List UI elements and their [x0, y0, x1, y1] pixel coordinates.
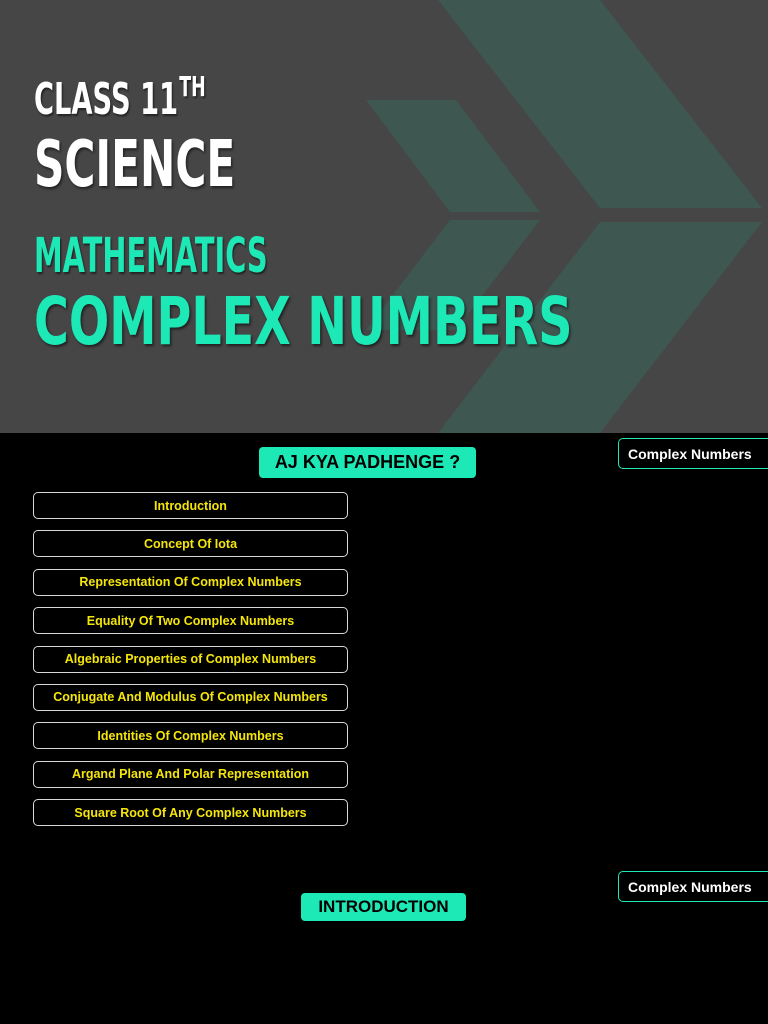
topic-item: Algebraic Properties of Complex Numbers [33, 646, 348, 673]
class-suffix: TH [179, 70, 206, 103]
section-chapter-tag: Complex Numbers [618, 871, 768, 902]
chapter-tag: Complex Numbers [618, 438, 768, 469]
topic-item: Identities Of Complex Numbers [33, 722, 348, 749]
small-chevron-upper [366, 100, 540, 212]
subject-title: MATHEMATICS [34, 228, 268, 284]
agenda-heading: AJ KYA PADHENGE ? [259, 447, 476, 478]
topic-item: Equality Of Two Complex Numbers [33, 607, 348, 634]
topic-item: Square Root Of Any Complex Numbers [33, 799, 348, 826]
agenda-slide [0, 433, 768, 1024]
stream-title: SCIENCE [34, 128, 236, 202]
topic-item: Argand Plane And Polar Representation [33, 761, 348, 788]
topic-item: Conjugate And Modulus Of Complex Numbers [33, 684, 348, 711]
cover-slide [0, 0, 768, 433]
topic-list [33, 492, 348, 838]
chevron-arrow-graphic [0, 0, 768, 433]
topic-item: Introduction [33, 492, 348, 519]
class-title: CLASS 11TH [34, 70, 206, 125]
chapter-title: COMPLEX NUMBERS [34, 283, 573, 360]
topic-item: Concept Of Iota [33, 530, 348, 557]
section-heading: INTRODUCTION [301, 893, 466, 921]
topic-item: Representation Of Complex Numbers [33, 569, 348, 596]
